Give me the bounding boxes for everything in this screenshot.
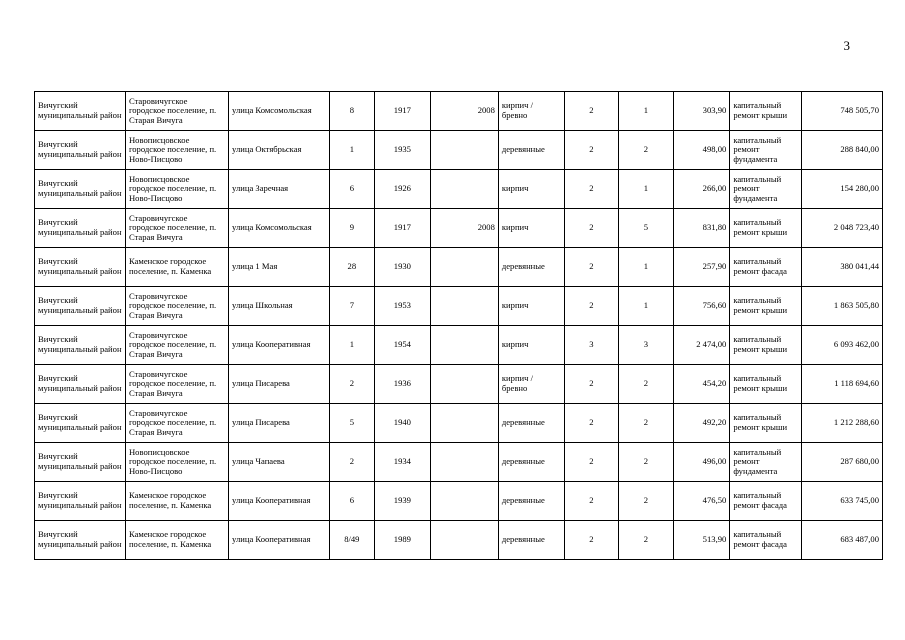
wall-material-cell: кирпич / бревно bbox=[498, 365, 564, 404]
construction-year-cell: 1917 bbox=[374, 92, 431, 131]
entrances-cell: 1 bbox=[619, 287, 674, 326]
house-number-cell: 7 bbox=[330, 287, 374, 326]
wall-material-cell: деревянные bbox=[498, 248, 564, 287]
cost-cell: 6 093 462,00 bbox=[802, 326, 883, 365]
floors-cell: 2 bbox=[564, 131, 619, 170]
district-cell: Вичугский муниципальный район bbox=[35, 365, 126, 404]
house-number-cell: 2 bbox=[330, 443, 374, 482]
house-number-cell: 28 bbox=[330, 248, 374, 287]
work-type-cell: капитальный ремонт фундамента bbox=[730, 131, 802, 170]
district-cell: Вичугский муниципальный район bbox=[35, 521, 126, 560]
floors-cell: 2 bbox=[564, 482, 619, 521]
table-row bbox=[35, 326, 883, 365]
area-cell: 476,50 bbox=[673, 482, 730, 521]
wall-material-cell: кирпич / бревно bbox=[498, 92, 564, 131]
settlement-cell: Старовичугское городское поселение, п. Старая Вичуга bbox=[125, 365, 228, 404]
page-number: 3 bbox=[843, 38, 850, 53]
settlement-cell: Старовичугское городское поселение, п. Старая Вичуга bbox=[125, 287, 228, 326]
wall-material-cell: деревянные bbox=[498, 443, 564, 482]
entrances-cell: 2 bbox=[619, 365, 674, 404]
reconstruction-year-cell bbox=[431, 131, 499, 170]
reconstruction-year-cell bbox=[431, 326, 499, 365]
wall-material-cell: кирпич bbox=[498, 209, 564, 248]
construction-year-cell: 1936 bbox=[374, 365, 431, 404]
settlement-cell: Новописцовское городское поселение, п. Ново-Писцово bbox=[125, 131, 228, 170]
settlement-cell: Старовичугское городское поселение, п. Старая Вичуга bbox=[125, 404, 228, 443]
street-cell: улица Октябрьская bbox=[229, 131, 330, 170]
settlement-cell: Старовичугское городское поселение, п. Старая Вичуга bbox=[125, 209, 228, 248]
area-cell: 496,00 bbox=[673, 443, 730, 482]
street-cell: улица Школьная bbox=[229, 287, 330, 326]
district-cell: Вичугский муниципальный район bbox=[35, 443, 126, 482]
entrances-cell: 5 bbox=[619, 209, 674, 248]
construction-year-cell: 1953 bbox=[374, 287, 431, 326]
street-cell: улица Комсомольская bbox=[229, 209, 330, 248]
reconstruction-year-cell bbox=[431, 287, 499, 326]
reconstruction-year-cell bbox=[431, 443, 499, 482]
reconstruction-year-cell bbox=[431, 248, 499, 287]
house-number-cell: 1 bbox=[330, 326, 374, 365]
entrances-cell: 1 bbox=[619, 92, 674, 131]
district-cell: Вичугский муниципальный район bbox=[35, 404, 126, 443]
wall-material-cell: деревянные bbox=[498, 131, 564, 170]
cost-cell: 748 505,70 bbox=[802, 92, 883, 131]
street-cell: улица Заречная bbox=[229, 170, 330, 209]
area-cell: 257,90 bbox=[673, 248, 730, 287]
entrances-cell: 2 bbox=[619, 521, 674, 560]
table-row bbox=[35, 209, 883, 248]
work-type-cell: капитальный ремонт крыши bbox=[730, 365, 802, 404]
work-type-cell: капитальный ремонт крыши bbox=[730, 92, 802, 131]
area-cell: 266,00 bbox=[673, 170, 730, 209]
house-number-cell: 1 bbox=[330, 131, 374, 170]
cost-cell: 288 840,00 bbox=[802, 131, 883, 170]
work-type-cell: капитальный ремонт фасада bbox=[730, 248, 802, 287]
cost-cell: 154 280,00 bbox=[802, 170, 883, 209]
table-row bbox=[35, 482, 883, 521]
area-cell: 513,90 bbox=[673, 521, 730, 560]
district-cell: Вичугский муниципальный район bbox=[35, 131, 126, 170]
work-type-cell: капитальный ремонт крыши bbox=[730, 326, 802, 365]
area-cell: 2 474,00 bbox=[673, 326, 730, 365]
table-row bbox=[35, 521, 883, 560]
wall-material-cell: деревянные bbox=[498, 404, 564, 443]
street-cell: улица Чапаева bbox=[229, 443, 330, 482]
cost-cell: 380 041,44 bbox=[802, 248, 883, 287]
district-cell: Вичугский муниципальный район bbox=[35, 209, 126, 248]
table-row bbox=[35, 131, 883, 170]
house-number-cell: 9 bbox=[330, 209, 374, 248]
construction-year-cell: 1935 bbox=[374, 131, 431, 170]
work-type-cell: капитальный ремонт фундамента bbox=[730, 443, 802, 482]
table-row bbox=[35, 443, 883, 482]
house-number-cell: 6 bbox=[330, 170, 374, 209]
floors-cell: 2 bbox=[564, 365, 619, 404]
table-row bbox=[35, 287, 883, 326]
reconstruction-year-cell bbox=[431, 365, 499, 404]
cost-cell: 683 487,00 bbox=[802, 521, 883, 560]
district-cell: Вичугский муниципальный район bbox=[35, 287, 126, 326]
area-cell: 454,20 bbox=[673, 365, 730, 404]
floors-cell: 2 bbox=[564, 248, 619, 287]
street-cell: улица Писарева bbox=[229, 404, 330, 443]
street-cell: улица Комсомольская bbox=[229, 92, 330, 131]
settlement-cell: Новописцовское городское поселение, п. Ново-Писцово bbox=[125, 443, 228, 482]
wall-material-cell: деревянные bbox=[498, 482, 564, 521]
area-cell: 831,80 bbox=[673, 209, 730, 248]
reconstruction-year-cell bbox=[431, 482, 499, 521]
work-type-cell: капитальный ремонт крыши bbox=[730, 209, 802, 248]
cost-cell: 287 680,00 bbox=[802, 443, 883, 482]
work-type-cell: капитальный ремонт крыши bbox=[730, 287, 802, 326]
settlement-cell: Новописцовское городское поселение, п. Ново-Писцово bbox=[125, 170, 228, 209]
construction-year-cell: 1989 bbox=[374, 521, 431, 560]
work-type-cell: капитальный ремонт фасада bbox=[730, 521, 802, 560]
entrances-cell: 2 bbox=[619, 443, 674, 482]
floors-cell: 2 bbox=[564, 92, 619, 131]
entrances-cell: 2 bbox=[619, 482, 674, 521]
construction-year-cell: 1934 bbox=[374, 443, 431, 482]
house-number-cell: 6 bbox=[330, 482, 374, 521]
house-number-cell: 8/49 bbox=[330, 521, 374, 560]
area-cell: 498,00 bbox=[673, 131, 730, 170]
floors-cell: 2 bbox=[564, 170, 619, 209]
wall-material-cell: кирпич bbox=[498, 287, 564, 326]
reconstruction-year-cell bbox=[431, 170, 499, 209]
street-cell: улица Кооперативная bbox=[229, 521, 330, 560]
area-cell: 303,90 bbox=[673, 92, 730, 131]
street-cell: улица 1 Мая bbox=[229, 248, 330, 287]
table-row bbox=[35, 404, 883, 443]
settlement-cell: Старовичугское городское поселение, п. Старая Вичуга bbox=[125, 92, 228, 131]
street-cell: улица Писарева bbox=[229, 365, 330, 404]
housing-registry-table bbox=[34, 91, 883, 560]
area-cell: 756,60 bbox=[673, 287, 730, 326]
settlement-cell: Каменское городское поселение, п. Каменка bbox=[125, 482, 228, 521]
work-type-cell: капитальный ремонт фасада bbox=[730, 482, 802, 521]
settlement-cell: Старовичугское городское поселение, п. Старая Вичуга bbox=[125, 326, 228, 365]
wall-material-cell: кирпич bbox=[498, 170, 564, 209]
wall-material-cell: кирпич bbox=[498, 326, 564, 365]
construction-year-cell: 1940 bbox=[374, 404, 431, 443]
construction-year-cell: 1939 bbox=[374, 482, 431, 521]
table-row bbox=[35, 92, 883, 131]
reconstruction-year-cell bbox=[431, 404, 499, 443]
cost-cell: 1 118 694,60 bbox=[802, 365, 883, 404]
area-cell: 492,20 bbox=[673, 404, 730, 443]
floors-cell: 2 bbox=[564, 521, 619, 560]
construction-year-cell: 1930 bbox=[374, 248, 431, 287]
floors-cell: 2 bbox=[564, 404, 619, 443]
entrances-cell: 1 bbox=[619, 170, 674, 209]
district-cell: Вичугский муниципальный район bbox=[35, 248, 126, 287]
house-number-cell: 5 bbox=[330, 404, 374, 443]
house-number-cell: 8 bbox=[330, 92, 374, 131]
cost-cell: 1 212 288,60 bbox=[802, 404, 883, 443]
floors-cell: 2 bbox=[564, 209, 619, 248]
district-cell: Вичугский муниципальный район bbox=[35, 92, 126, 131]
wall-material-cell: деревянные bbox=[498, 521, 564, 560]
reconstruction-year-cell: 2008 bbox=[431, 209, 499, 248]
construction-year-cell: 1926 bbox=[374, 170, 431, 209]
cost-cell: 633 745,00 bbox=[802, 482, 883, 521]
street-cell: улица Кооперативная bbox=[229, 482, 330, 521]
entrances-cell: 3 bbox=[619, 326, 674, 365]
street-cell: улица Кооперативная bbox=[229, 326, 330, 365]
house-number-cell: 2 bbox=[330, 365, 374, 404]
construction-year-cell: 1917 bbox=[374, 209, 431, 248]
settlement-cell: Каменское городское поселение, п. Каменка bbox=[125, 248, 228, 287]
floors-cell: 2 bbox=[564, 443, 619, 482]
table-body bbox=[35, 92, 883, 560]
settlement-cell: Каменское городское поселение, п. Каменка bbox=[125, 521, 228, 560]
table-row bbox=[35, 170, 883, 209]
floors-cell: 2 bbox=[564, 287, 619, 326]
construction-year-cell: 1954 bbox=[374, 326, 431, 365]
district-cell: Вичугский муниципальный район bbox=[35, 326, 126, 365]
entrances-cell: 2 bbox=[619, 131, 674, 170]
work-type-cell: капитальный ремонт крыши bbox=[730, 404, 802, 443]
district-cell: Вичугский муниципальный район bbox=[35, 170, 126, 209]
cost-cell: 2 048 723,40 bbox=[802, 209, 883, 248]
table-row bbox=[35, 248, 883, 287]
reconstruction-year-cell: 2008 bbox=[431, 92, 499, 131]
reconstruction-year-cell bbox=[431, 521, 499, 560]
floors-cell: 3 bbox=[564, 326, 619, 365]
district-cell: Вичугский муниципальный район bbox=[35, 482, 126, 521]
entrances-cell: 1 bbox=[619, 248, 674, 287]
table-row bbox=[35, 365, 883, 404]
cost-cell: 1 863 505,80 bbox=[802, 287, 883, 326]
work-type-cell: капитальный ремонт фундамента bbox=[730, 170, 802, 209]
entrances-cell: 2 bbox=[619, 404, 674, 443]
